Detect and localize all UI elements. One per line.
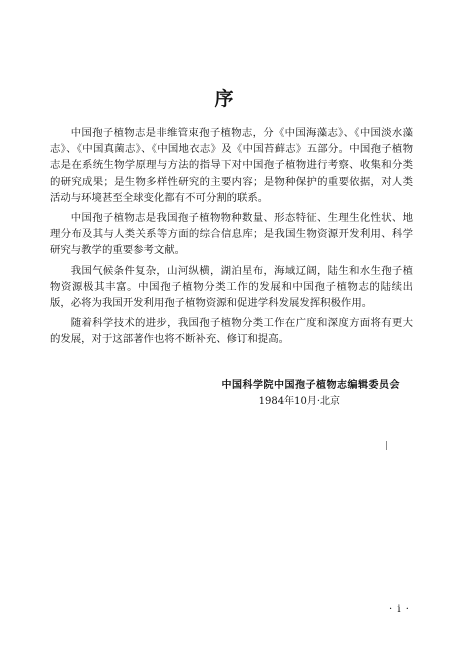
scan-mark xyxy=(386,441,387,450)
page-number: · i · xyxy=(389,604,410,615)
paragraph-3: 我国气候条件复杂，山河纵横，湖泊星布，海域辽阔，陆生和水生孢子植物资源极其丰富。中国孢子植物分类工作的发展和中国孢子植物志的陆续出版，必将为我国开发利用孢子植物资源和促进学科发展发挥积极作用。 xyxy=(50,264,413,310)
preface-title: 序 xyxy=(214,88,236,110)
paragraph-4: 随着科学技术的进步，我国孢子植物分类工作在广度和深度方面将有更大的发展，对于这部著作也将不断补充、修订和提高。 xyxy=(50,317,413,346)
paragraph-1: 中国孢子植物志是非维管束孢子植物志，分《中国海藻志》、《中国淡水藻志》、《中国真菌志》、《中国地衣志》及《中国苔藓志》五部分。中国孢子植物志是在系统生物学原理与方法的指导下对中国孢子植物进行考察、收集和分类的研究成果；是生物多样性研究的主要内容；是物种保护的重要依据，对人类活动与环境甚至全球变化都有不可分割的联系。 xyxy=(50,127,413,204)
editorial-committee-name: 中国科学院中国孢子植物志编辑委员会 xyxy=(221,380,400,391)
paragraph-2: 中国孢子植物志是我国孢子植物物种数量、形态特征、生理生化性状、地理分布及其与人类关系等方面的综合信息库；是我国生物资源开发利用、科学研究与教学的重要参考文献。 xyxy=(50,212,413,257)
preface-body xyxy=(50,125,413,352)
signature-block xyxy=(222,378,401,410)
signature-date: 1984年10月·北京 xyxy=(258,396,340,407)
